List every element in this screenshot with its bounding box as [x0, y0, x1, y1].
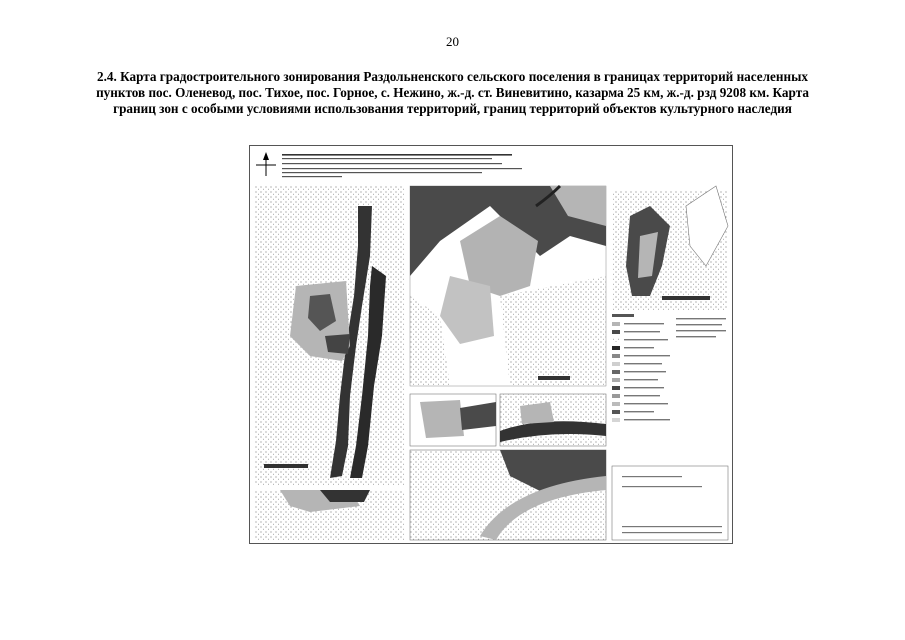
north-arrow-icon	[256, 152, 276, 176]
map-title-block	[612, 466, 728, 540]
zoning-map	[249, 145, 733, 544]
map-panel-center	[410, 186, 606, 386]
map-panel-bottom-left	[254, 490, 404, 540]
zoning-map-figure	[250, 146, 732, 543]
map-panel-small-1	[410, 394, 496, 446]
page-number: 20	[446, 34, 459, 49]
map-panel-small-3	[410, 450, 606, 540]
map-header	[256, 152, 522, 177]
map-legend	[612, 314, 726, 422]
map-panel-small-2	[500, 394, 606, 446]
page-title: 2.4. Карта градостроительного зонирования Раздольненского сельского поселения в границах территорий населенных пунктов пос. Оленевод, пос. Тихое, пос. Горное, с. Нежино, ж.-д. ст. Виневитино, казарма 25 км, ж.-д. рзд 9208 км. Карта границ зон с особыми условиями использования территорий, границ территорий объектов культурного наследия	[96, 69, 809, 116]
map-panel-left	[254, 186, 404, 486]
map-panel-right	[612, 150, 728, 310]
